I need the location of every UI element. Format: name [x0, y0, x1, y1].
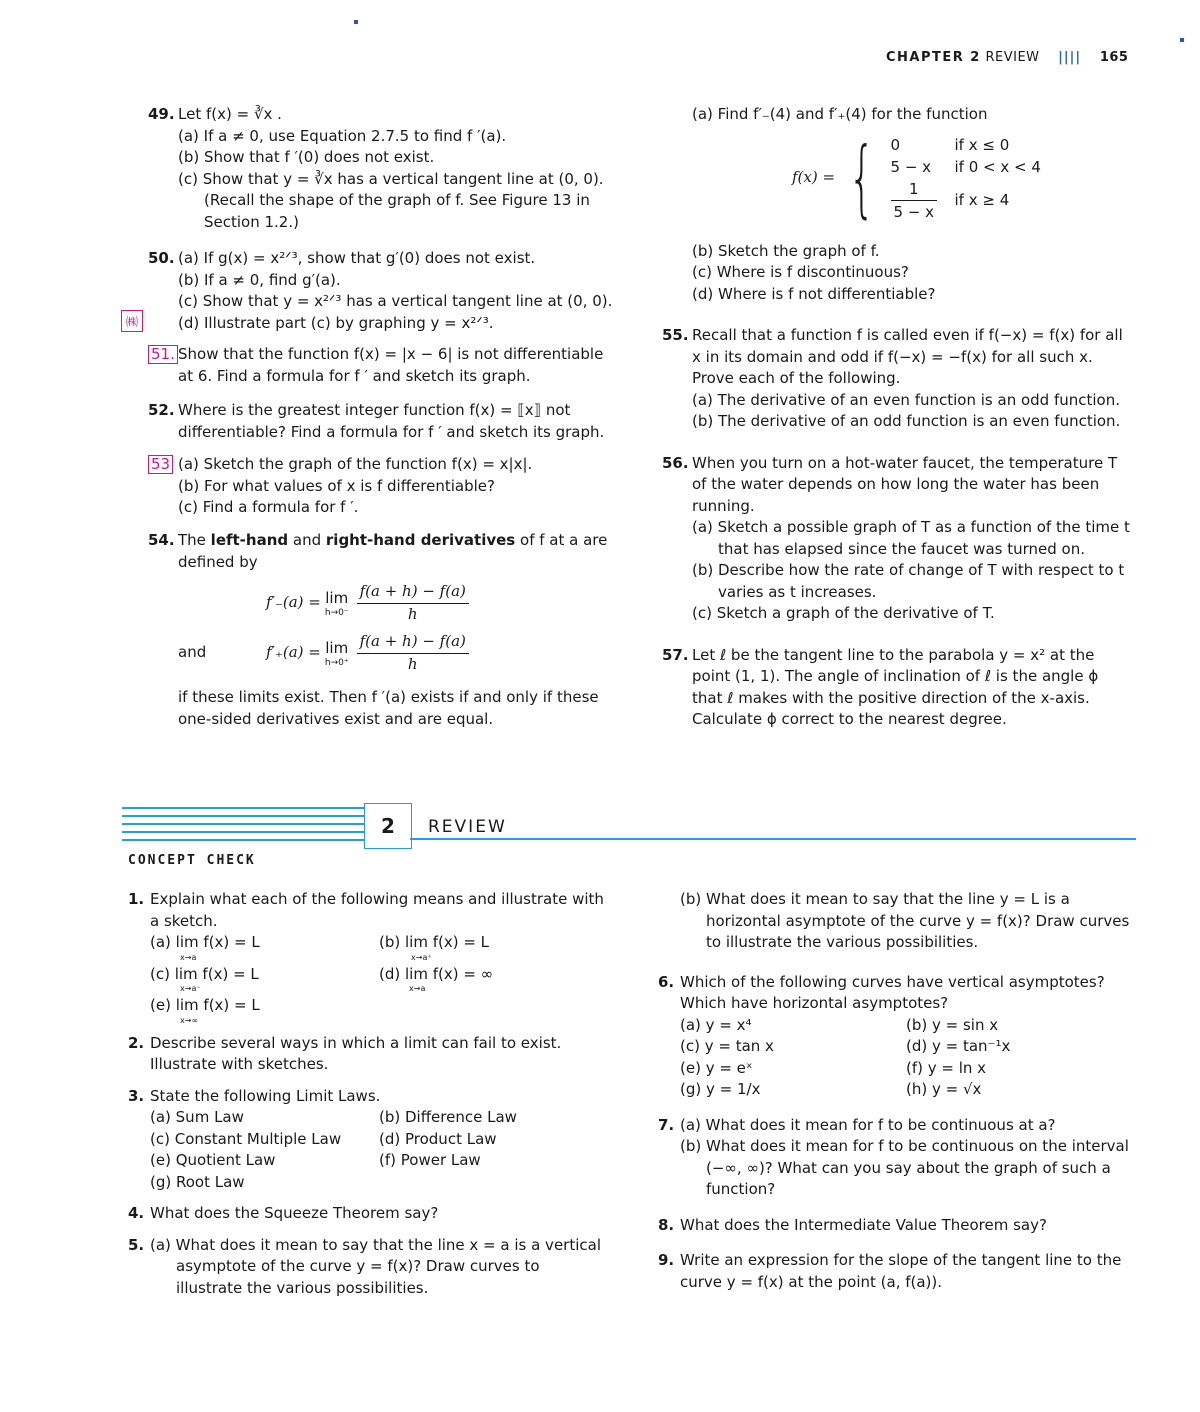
- rule-5: [122, 839, 364, 841]
- problem-number: 55.: [662, 326, 689, 344]
- part-a: (a) What does it mean for f to be continuous at a?: [680, 1115, 1056, 1134]
- question-text: Which of the following curves have vertical asymptotes? Which have horizontal asymptotes?: [680, 972, 1105, 1012]
- question-4: [128, 1203, 608, 1225]
- problem-tail: if these limits exist. Then f ′(a) exists if and only if these one-sided derivatives exist and are equal.: [178, 688, 599, 728]
- part-b: (b) The derivative of an odd function is an even function.: [692, 412, 1121, 430]
- problem-number: 52.: [148, 401, 175, 419]
- part-d: (d) Product Law: [379, 1129, 497, 1148]
- part-d: (d) lim f(x) = ∞: [379, 964, 494, 983]
- concept-check-heading: CONCEPT CHECK: [128, 853, 256, 868]
- part-e: (e) y = eˣ: [680, 1058, 753, 1077]
- question-number: 8.: [658, 1215, 675, 1234]
- part-c: (c) Where is f discontinuous?: [692, 263, 909, 281]
- question-7: [658, 1115, 1132, 1201]
- problem-text: When you turn on a hot-water faucet, the temperature T of the water depends on how long the water has been running.: [692, 453, 1118, 515]
- question-6: [658, 972, 1132, 1101]
- problem-53: [148, 454, 618, 530]
- question-5: [128, 1235, 608, 1300]
- question-9: [658, 1250, 1132, 1293]
- rule-1: [122, 807, 364, 809]
- part-a: (a) Sketch a possible graph of T as a function of the time t that has elapsed since the faucet was turned on.: [692, 518, 1130, 558]
- question-number: 4.: [128, 1204, 145, 1222]
- question-number: 7.: [658, 1115, 675, 1134]
- part-b: (b) Describe how the rate of change of T with respect to t varies as t increases.: [692, 561, 1125, 601]
- left-brace: {: [848, 129, 876, 227]
- question-text: Describe several ways in which a limit can fail to exist. Illustrate with sketches.: [150, 1033, 562, 1073]
- part-a: (a) y = x⁴: [680, 1015, 752, 1034]
- problem-text: Show that the function f(x) = |x − 6| is not differentiable at 6. Find a formula for f ′ and sketch its graph.: [178, 345, 604, 385]
- problem-number: 56.: [662, 453, 689, 472]
- concept-left-column: [128, 889, 608, 1299]
- problem-57: [662, 645, 1132, 731]
- part-b: (b) If a ≠ 0, find g′(a).: [178, 270, 341, 289]
- question-text: What does the Squeeze Theorem say?: [150, 1204, 439, 1222]
- part-a: (a) lim f(x) = L: [150, 933, 260, 951]
- part-c: (c) Find a formula for f ′.: [178, 498, 359, 516]
- problem-number: 57.: [662, 645, 689, 664]
- part-b: (b) lim f(x) = L: [379, 933, 490, 951]
- part-d: (d) Illustrate part (c) by graphing y = x²ᐟ³.: [178, 313, 494, 332]
- chapter-label: CHAPTER 2: [886, 50, 981, 65]
- question-text: What does the Intermediate Value Theorem say?: [680, 1215, 1047, 1234]
- part-d: (d) y = tan⁻¹x: [906, 1037, 1011, 1055]
- problem-intro: Let f(x) = ∛x .: [178, 105, 282, 123]
- part-c: (c) y = tan x: [680, 1037, 774, 1055]
- part-a: (a) What does it mean to say that the line x = a is a vertical asymptote of the curve y = f(x)? Draw curves to illustrate the various possibilities.: [150, 1235, 601, 1297]
- question-number: 1.: [128, 890, 145, 908]
- part-a: (a) Sketch the graph of the function f(x) = x|x|.: [178, 455, 533, 473]
- problem-number: 50.: [148, 249, 175, 267]
- part-b: (b) Sketch the graph of f.: [692, 241, 880, 260]
- left-column: [148, 104, 618, 730]
- section-label: REVIEW: [985, 50, 1040, 65]
- part-b: (b) For what values of x is f differentiable?: [178, 476, 495, 495]
- part-b: (b) Show that f ′(0) does not exist.: [178, 148, 435, 166]
- problem-text: The left-hand and right-hand derivatives of f at a are defined by: [178, 531, 608, 571]
- part-e: (e) lim f(x) = L: [150, 996, 260, 1014]
- review-section-header: [122, 803, 1136, 849]
- part-a: (a) Find f′₋(4) and f′₊(4) for the function: [692, 105, 988, 123]
- problem-49: [148, 104, 618, 246]
- right-derivative-formula: and f′₊(a) = lim h→0⁺ $\frac{f(a + h) - f(a)}{h}$: [178, 631, 618, 675]
- part-g: (g) Root Law: [150, 1172, 245, 1191]
- graphing-device-icon: ㈱: [121, 310, 143, 332]
- part-b: (b) y = sin x: [906, 1015, 999, 1034]
- bars-ornament: ||||: [1058, 50, 1082, 65]
- question-text: Explain what each of the following means and illustrate with a sketch.: [150, 890, 604, 930]
- part-h: (h) y = √x: [906, 1080, 982, 1098]
- review-rule: [410, 838, 1136, 840]
- question-number: 5.: [128, 1235, 145, 1254]
- question-1: 1. Explain what each of the following means and illustrate with a sketch. (a) lim f(x) = L x→a (b) lim f(x) = L x→a⁺ (c) lim f(x) = L x→a⁻ (d) lim f(x) = ∞ x→a (e) lim f(x) = L x→∞: [128, 889, 608, 1025]
- part-g: (g) y = 1/x: [680, 1080, 761, 1098]
- part-c: (c) Show that y = ∛x has a vertical tangent line at (0, 0). (Recall the shape of the graph of f. See Figure 13 in Section 1.2.): [178, 169, 604, 231]
- problem-54: [148, 530, 618, 730]
- question-2: [128, 1033, 608, 1076]
- left-derivative-formula: f′₋(a) = lim h→0⁻ $\frac{f(a + h) - f(a)}{h}$: [266, 581, 618, 625]
- concept-right-column: [658, 889, 1132, 1293]
- question-8: [658, 1215, 1132, 1237]
- part-f: (f) Power Law: [379, 1151, 481, 1169]
- problem-number: 51.: [148, 345, 178, 364]
- scan-mark-right: [1180, 38, 1184, 42]
- rule-3: [122, 823, 364, 825]
- problem-number: 53: [148, 455, 173, 474]
- question-5-part-b: (b) What does it mean to say that the line y = L is a horizontal asymptote of the curve y = f(x)? Draw curves to illustrate the various possibilities.: [680, 890, 1130, 951]
- part-b: (b) What does it mean for f to be continuous on the interval (−∞, ∞)? What can you say about the graph of such a function?: [680, 1137, 1129, 1198]
- problem-52: [148, 400, 618, 454]
- question-number: 9.: [658, 1251, 675, 1269]
- question-number: 6.: [658, 972, 675, 991]
- part-c: (c) Sketch a graph of the derivative of T.: [692, 604, 995, 622]
- running-head: [886, 50, 1128, 65]
- chapter-number-box: 2: [364, 803, 412, 849]
- question-number: 2.: [128, 1033, 145, 1052]
- right-column: [662, 104, 1132, 731]
- problem-56: [662, 453, 1132, 625]
- scan-mark-top: [354, 20, 358, 24]
- question-3: [128, 1086, 608, 1194]
- part-d: (d) Where is f not differentiable?: [692, 284, 936, 303]
- part-a: (a) If a ≠ 0, use Equation 2.7.5 to find f ′(a).: [178, 126, 507, 145]
- part-e: (e) Quotient Law: [150, 1151, 276, 1169]
- part-c: (c) Show that y = x²ᐟ³ has a vertical tangent line at (0, 0).: [178, 292, 613, 310]
- problem-text: Recall that a function f is called even if f(−x) = f(x) for all x in its domain and odd if f(−x) = −f(x) for all such x. Prove each of the following.: [692, 326, 1123, 387]
- part-a: (a) If g(x) = x²ᐟ³, show that g′(0) does not exist.: [178, 249, 536, 267]
- question-text: Write an expression for the slope of the tangent line to the curve y = f(x) at the point (a, f(a)).: [680, 1251, 1122, 1291]
- problem-51: [148, 344, 618, 400]
- problem-number: 54.: [148, 531, 175, 549]
- rule-4: [122, 831, 364, 833]
- part-b: (b) Difference Law: [379, 1108, 517, 1126]
- page-number: 165: [1099, 50, 1129, 65]
- question-number: 3.: [128, 1086, 145, 1105]
- problem-text: Let ℓ be the tangent line to the parabola y = x² at the point (1, 1). The angle of inclination of ℓ is the angle ϕ that ℓ makes with the positive direction of the x-axis. Calculate ϕ correct to the nearest degree.: [692, 645, 1099, 728]
- question-text: State the following Limit Laws.: [150, 1086, 381, 1105]
- problem-number: 49.: [148, 105, 175, 123]
- piecewise-function: f(x) = { 0 if x ≤ 0 5 − x if 0 < x < 4 $\frac{1}{5 - x}$ if x ≥ 4: [792, 129, 1041, 227]
- review-title: REVIEW: [428, 817, 507, 837]
- rule-2: [122, 815, 364, 817]
- problem-50: [148, 248, 618, 344]
- problem-text: Where is the greatest integer function f(x) = ⟦x⟧ not differentiable? Find a formula for f ′ and sketch its graph.: [178, 401, 605, 441]
- part-a: (a) Sum Law: [150, 1108, 244, 1126]
- part-f: (f) y = ln x: [906, 1058, 987, 1077]
- problem-55: [662, 325, 1132, 433]
- part-c: (c) Constant Multiple Law: [150, 1129, 342, 1148]
- problem-54-continued: [662, 104, 1132, 305]
- part-c: (c) lim f(x) = L: [150, 964, 259, 983]
- part-a: (a) The derivative of an even function is an odd function.: [692, 390, 1120, 409]
